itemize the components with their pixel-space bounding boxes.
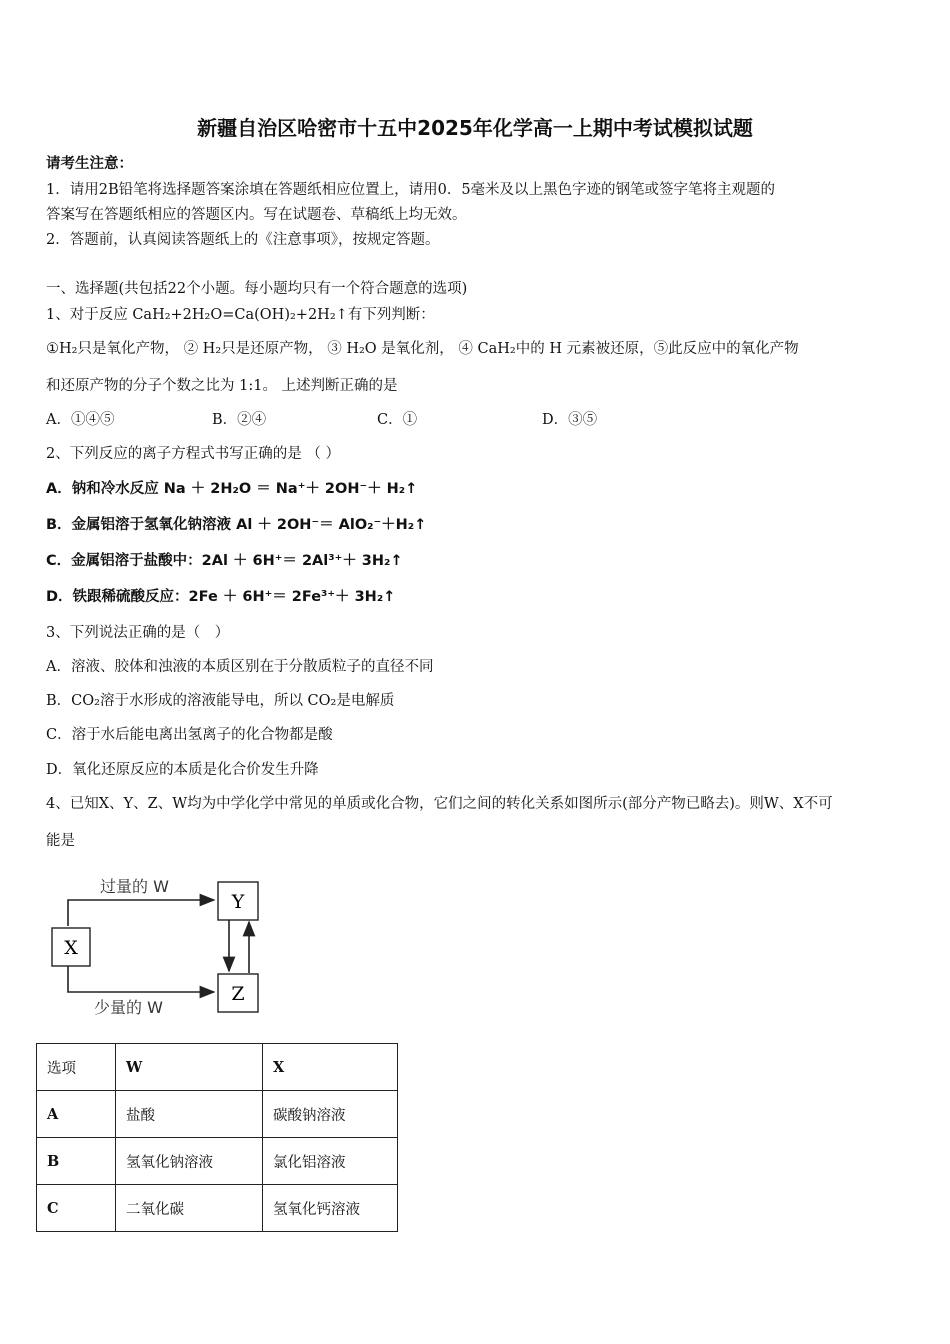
q3-option-a: A．溶液、胶体和浊液的本质区别在于分散质粒子的直径不同 (46, 659, 434, 675)
notice-heading: 请考生注意： (46, 155, 133, 172)
conversion-diagram (46, 870, 276, 1022)
q3-option-b: B．CO₂溶于水形成的溶液能导电，所以 CO₂是电解质 (46, 693, 395, 709)
notice-item-1b: 答案写在答题纸相应的答题区内。写在试题卷、草稿纸上均无效。 (46, 207, 467, 223)
table-header-row (37, 1044, 398, 1091)
q1-body-b: 和还原产物的分子个数之比为 1:1。 上述判断正确的是 (46, 378, 398, 394)
node-z: Z (231, 983, 245, 1005)
q2-option-d: D．铁跟稀硫酸反应：2Fe ＋ 6H⁺＝ 2Fe³⁺＋ 3H₂↑ (46, 589, 396, 605)
node-y: Y (231, 891, 245, 913)
q1-option-c: C．① (377, 412, 418, 428)
table-cell: 氢氧化钙溶液 (263, 1185, 398, 1232)
node-x: X (64, 937, 78, 959)
notice-item-1a: 1．请用2B铅笔将选择题答案涂填在答题纸相应位置上，请用0．5毫米及以上黑色字迹的钢笔或签字笔将主观题的 (46, 182, 776, 198)
q1-body-a: ①H₂只是氧化产物， ② H₂只是还原产物， ③ H₂O 是氧化剂， ④ CaH₂中的 H 元素被还原，⑤此反应中的氧化产物 (46, 341, 799, 357)
small-arrow (68, 966, 214, 992)
table-cell: 氯化铝溶液 (263, 1138, 398, 1185)
q4-stem-a: 4、已知X、Y、Z、W均为中学化学中常见的单质或化合物，它们之间的转化关系如图所示(部分产物已略去)。则W、X不可 (46, 796, 833, 812)
q2-option-a: A．钠和冷水反应 Na ＋ 2H₂O ＝ Na⁺＋ 2OH⁻＋ H₂↑ (46, 481, 418, 497)
table-header-cell: W (116, 1044, 263, 1091)
q3-option-c: C．溶于水后能电离出氢离子的化合物都是酸 (46, 727, 333, 743)
excess-w-label: 过量的 W (100, 877, 169, 896)
excess-arrow (68, 900, 214, 926)
q2-stem: 2、下列反应的离子方程式书写正确的是 （ ） (46, 446, 340, 462)
table-cell: A (37, 1091, 116, 1138)
q2-option-b: B．金属铝溶于氢氧化钠溶液 Al ＋ 2OH⁻＝ AlO₂⁻＋H₂↑ (46, 517, 427, 533)
q1-stem: 1、对于反应 CaH₂+2H₂O=Ca(OH)₂+2H₂↑有下列判断： (46, 307, 435, 323)
small-w-label: 少量的 W (94, 998, 163, 1017)
table-cell: 二氧化碳 (116, 1185, 263, 1232)
table-cell: 碳酸钠溶液 (263, 1091, 398, 1138)
table-header-cell: X (263, 1044, 398, 1091)
q4-stem-b: 能是 (46, 833, 75, 849)
table-row (37, 1138, 398, 1185)
table-row (37, 1091, 398, 1138)
table-cell: 氢氧化钠溶液 (116, 1138, 263, 1185)
notice-item-2: 2．答题前，认真阅读答题纸上的《注意事项》，按规定答题。 (46, 232, 440, 248)
page-title: 新疆自治区哈密市十五中2025年化学高一上期中考试模拟试题 (197, 116, 753, 140)
q1-option-d: D．③⑤ (542, 412, 598, 428)
options-table (36, 1043, 398, 1232)
table-cell: B (37, 1138, 116, 1185)
section-heading: 一、选择题(共包括22个小题。每小题均只有一个符合题意的选项) (46, 281, 468, 297)
table-header-cell: 选项 (37, 1044, 116, 1091)
q1-option-b: B．②④ (212, 412, 267, 428)
table-cell: 盐酸 (116, 1091, 263, 1138)
q2-option-c: C．金属铝溶于盐酸中：2Al ＋ 6H⁺＝ 2Al³⁺＋ 3H₂↑ (46, 553, 403, 569)
q1-option-a: A．①④⑤ (46, 412, 115, 428)
q3-option-d: D．氧化还原反应的本质是化合价发生升降 (46, 762, 319, 778)
table-row (37, 1185, 398, 1232)
q3-stem: 3、下列说法正确的是（ ） (46, 625, 230, 641)
table-cell: C (37, 1185, 116, 1232)
